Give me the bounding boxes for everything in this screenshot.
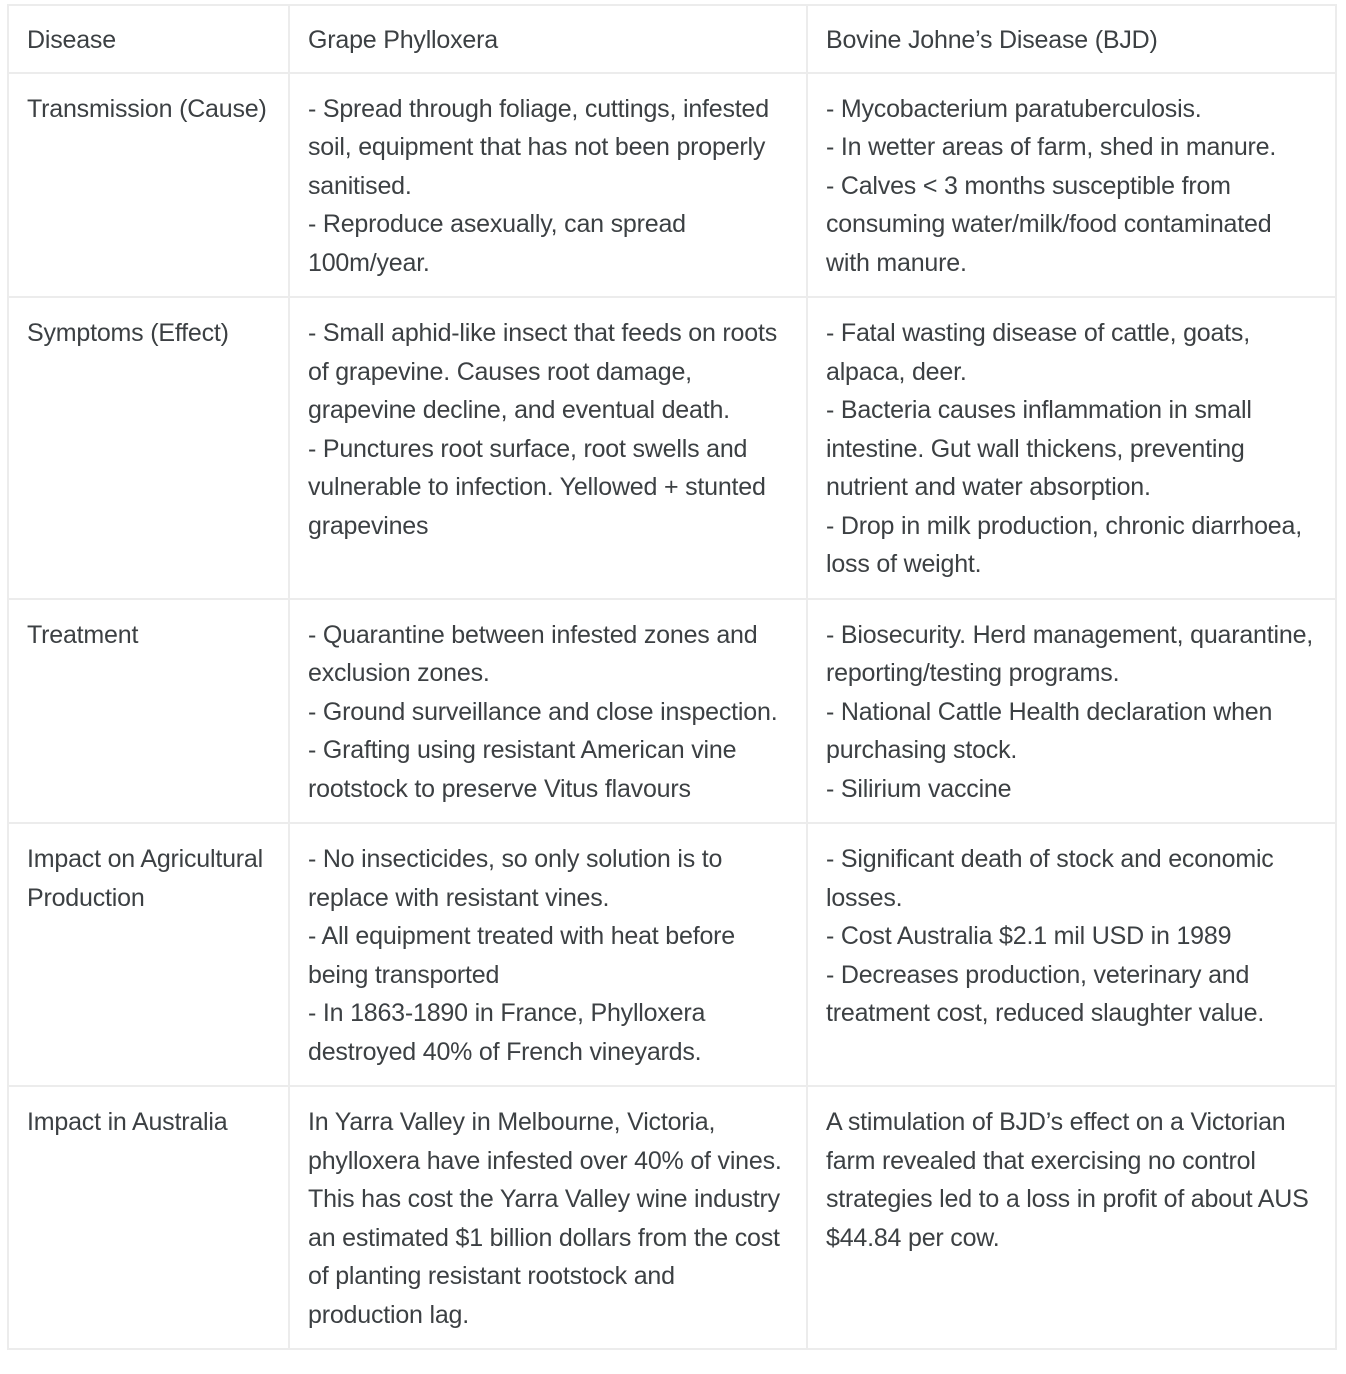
cell-line: - In wetter areas of farm, shed in manure. (826, 133, 1277, 161)
table-row-symptoms (8, 297, 1336, 599)
cell-phylloxera-treatment (289, 599, 807, 824)
cell-line: - Fatal wasting disease of cattle, goats, alpaca, deer. (826, 319, 1250, 386)
table-row-transmission (8, 73, 1336, 298)
cell-line: A stimulation of BJD’s effect on a Victorian farm revealed that exercising no control strategies led to a loss in profit of about AUS $44.84 per cow. (826, 1108, 1309, 1252)
table-row-treatment (8, 599, 1336, 824)
cell-bjd-impact-production (807, 823, 1336, 1086)
cell-line: - Significant death of stock and economic losses. (826, 845, 1274, 912)
cell-line: - Spread through foliage, cuttings, infested soil, equipment that has not been properly sanitised. (308, 94, 769, 200)
cell-line: - No insecticides, so only solution is to replace with resistant vines. (308, 845, 723, 912)
cell-line: - Decreases production, veterinary and treatment cost, reduced slaughter value. (826, 960, 1265, 1027)
cell-line: - Silirium vaccine (826, 774, 1012, 803)
row-label-treatment: Treatment (8, 599, 289, 824)
cell-line: - Drop in milk production, chronic diarrhoea, loss of weight. (826, 511, 1302, 578)
cell-line: - Reproduce asexually, can spread 100m/year. (308, 210, 686, 277)
cell-bjd-transmission (807, 73, 1336, 298)
cell-line: - Cost Australia $2.1 mil USD in 1989 (826, 922, 1232, 950)
header-cell-disease: Disease (8, 5, 289, 73)
table-header-row (8, 5, 1336, 73)
cell-line: - National Cattle Health declaration when purchasing stock. (826, 697, 1273, 764)
cell-line: - Small aphid-like insect that feeds on roots of grapevine. Causes root damage, grapevine decline, and eventual death. (308, 319, 778, 424)
cell-bjd-symptoms (807, 297, 1336, 599)
disease-comparison-table-container (7, 4, 1335, 1350)
cell-line: - Bacteria causes inflammation in small intestine. Gut wall thickens, preventing nutrient and water absorption. (826, 396, 1252, 501)
row-label-symptoms: Symptoms (Effect) (8, 297, 289, 599)
cell-line: - Mycobacterium paratuberculosis. (826, 94, 1202, 123)
cell-line: - Quarantine between infested zones and exclusion zones. (308, 620, 758, 687)
cell-phylloxera-symptoms (289, 297, 807, 599)
cell-line: - Ground surveillance and close inspection. (308, 697, 778, 726)
table-row-impact-agricultural-production (8, 823, 1336, 1086)
disease-comparison-table (7, 4, 1337, 1350)
cell-line: - Calves < 3 months susceptible from consuming water/milk/food contaminated with manure. (826, 171, 1272, 277)
cell-phylloxera-transmission (289, 73, 807, 298)
cell-line: - Punctures root surface, root swells and vulnerable to infection. Yellowed + stunted grapevines (308, 434, 766, 540)
cell-line: - Biosecurity. Herd management, quarantine, reporting/testing programs. (826, 620, 1314, 687)
cell-line: In Yarra Valley in Melbourne, Victoria, phylloxera have infested over 40% of vines. This has cost the Yarra Valley wine industry an estimated $1 billion dollars from the cost of planting resistant rootstock and production lag. (308, 1108, 782, 1329)
cell-phylloxera-impact-australia (289, 1086, 807, 1349)
cell-phylloxera-impact-production (289, 823, 807, 1086)
row-label-impact-australia: Impact in Australia (8, 1086, 289, 1349)
cell-bjd-impact-australia (807, 1086, 1336, 1349)
header-cell-grape-phylloxera: Grape Phylloxera (289, 5, 807, 73)
table-row-impact-australia (8, 1086, 1336, 1349)
cell-bjd-treatment (807, 599, 1336, 824)
row-label-impact-agricultural-production: Impact on Agricultural Production (8, 823, 289, 1086)
row-label-transmission: Transmission (Cause) (8, 73, 289, 298)
cell-line: - All equipment treated with heat before being transported (308, 922, 735, 989)
cell-line: - Grafting using resistant American vine rootstock to preserve Vitus flavours (308, 736, 737, 803)
cell-line: - In 1863-1890 in France, Phylloxera destroyed 40% of French vineyards. (308, 999, 706, 1066)
header-cell-bjd: Bovine Johne’s Disease (BJD) (807, 5, 1336, 73)
